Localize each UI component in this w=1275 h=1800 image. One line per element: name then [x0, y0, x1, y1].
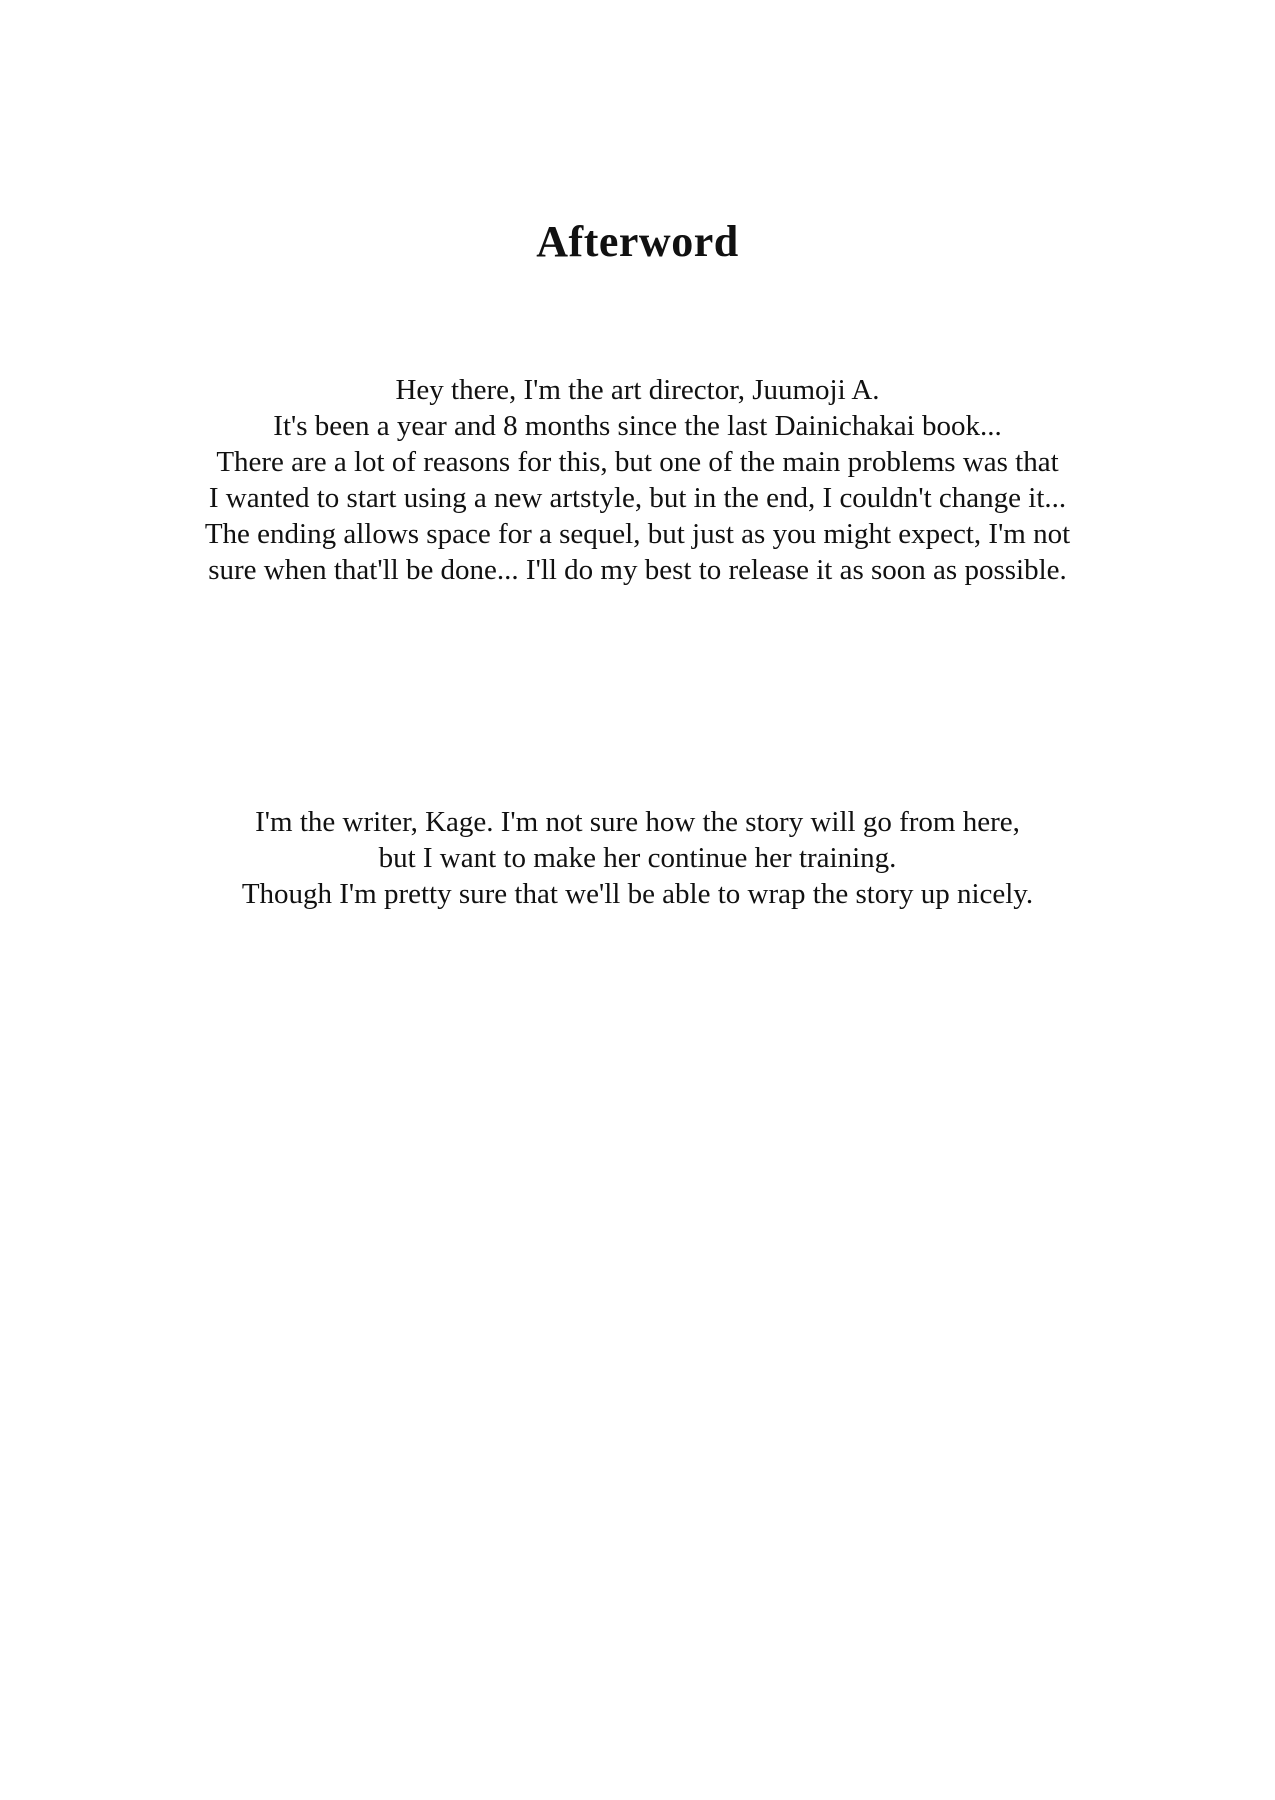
art-director-note-line: Hey there, I'm the art director, Juumoji A.: [395, 374, 880, 406]
art-director-note-line: sure when that'll be done... I'll do my best to release it as soon as possible.: [208, 554, 1067, 586]
writer-note-line: but I want to make her continue her training.: [378, 842, 897, 874]
art-director-note-line: It's been a year and 8 months since the last Dainichakai book...: [273, 410, 1002, 442]
art-director-note-line: The ending allows space for a sequel, but just as you might expect, I'm not: [204, 518, 1071, 550]
art-director-note-line: There are a lot of reasons for this, but one of the main problems was that: [216, 446, 1059, 478]
art-director-note: [0, 372, 1275, 588]
writer-note: [0, 804, 1275, 912]
writer-note-line: I'm the writer, Kage. I'm not sure how the story will go from here,: [255, 806, 1020, 838]
art-director-note-line: I wanted to start using a new artstyle, but in the end, I couldn't change it...: [208, 482, 1067, 514]
writer-note-line: Though I'm pretty sure that we'll be able to wrap the story up nicely.: [241, 878, 1034, 910]
page-title: Afterword: [536, 217, 739, 266]
